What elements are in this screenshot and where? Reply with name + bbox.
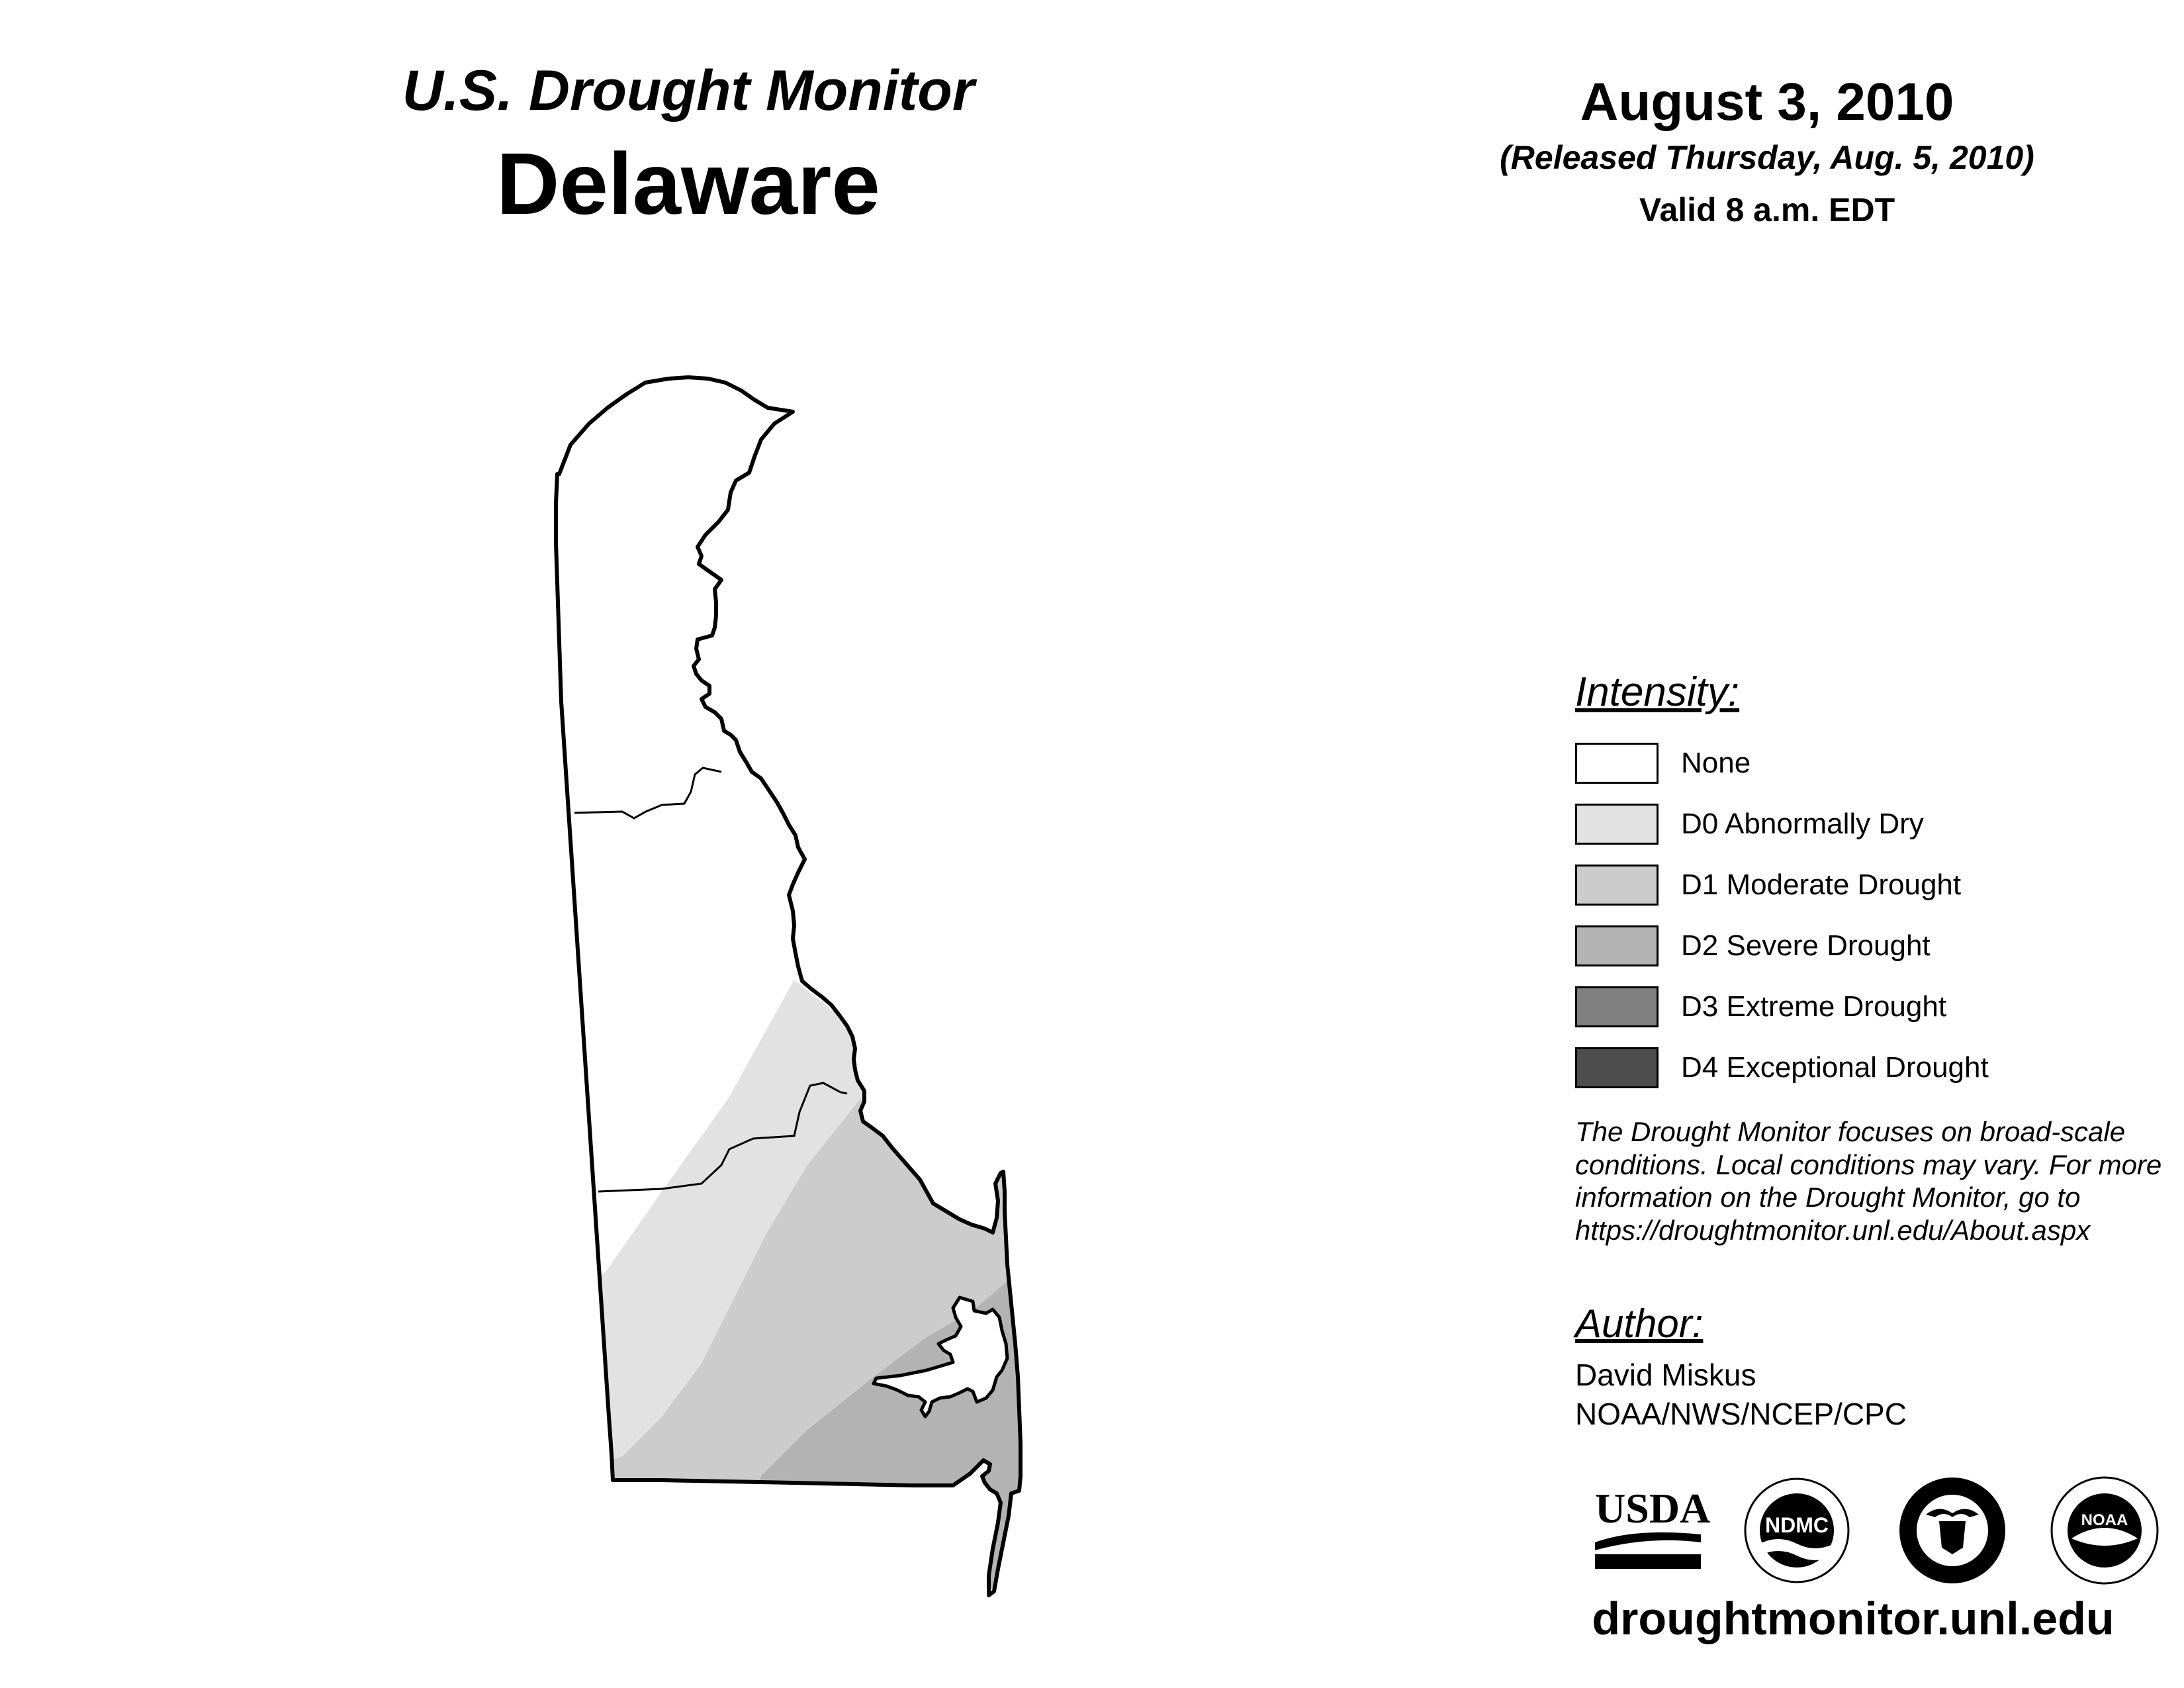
legend-swatch-d0 — [1575, 804, 1659, 845]
legend-label: D4 Exceptional Drought — [1681, 1051, 1989, 1084]
disclaimer-line: The Drought Monitor focuses on broad-scale — [1575, 1116, 2126, 1147]
author-block — [1575, 1301, 2171, 1434]
doc-seal — [1899, 1477, 2005, 1583]
legend-swatch-d4 — [1575, 1047, 1659, 1088]
author-name: David Miskus — [1575, 1358, 1756, 1392]
map-title: U.S. Drought Monitor — [402, 59, 975, 122]
disclaimer-url[interactable]: https://droughtmonitor.unl.edu/About.aspx — [1575, 1214, 2091, 1246]
usda-logo — [1595, 1485, 1710, 1569]
author-title: Author: — [1575, 1301, 1704, 1346]
legend-swatch-d3 — [1575, 986, 1659, 1027]
ndmc-wordmark: NDMC — [1765, 1513, 1829, 1537]
delaware-drought-map — [0, 0, 1059, 1622]
map-date: August 3, 2010 — [1580, 72, 1954, 131]
ndmc-logo — [1745, 1479, 1848, 1582]
legend-label: None — [1681, 747, 1751, 779]
disclaimer-line: information on the Drought Monitor, go to — [1575, 1182, 2081, 1213]
legend-item — [1575, 794, 2171, 855]
date-block — [1436, 71, 2098, 232]
noaa-logo — [2052, 1477, 2158, 1583]
noaa-wordmark: NOAA — [2081, 1511, 2128, 1529]
legend-label: D1 Moderate Drought — [1681, 868, 1962, 901]
release-note: (Released Thursday, Aug. 5, 2010) — [1500, 139, 2034, 176]
legend-title: Intensity: — [1575, 669, 1740, 715]
usda-swoosh — [1595, 1532, 1701, 1550]
legend-item — [1575, 976, 2171, 1037]
usda-bar — [1595, 1554, 1701, 1569]
legend-item — [1575, 915, 2171, 976]
legend-label: D0 Abnormally Dry — [1681, 808, 1924, 840]
map-layers — [397, 377, 1059, 1595]
disclaimer-line: conditions. Local conditions may vary. For more — [1575, 1149, 2162, 1180]
legend-item — [1575, 733, 2171, 794]
state-name: Delaware — [496, 135, 880, 233]
legend-swatch-d2 — [1575, 925, 1659, 966]
valid-time: Valid 8 a.m. EDT — [1639, 191, 1895, 228]
logo-strip — [1582, 1470, 2164, 1589]
usda-wordmark: USDA — [1595, 1485, 1711, 1532]
legend-item — [1575, 855, 2171, 915]
legend-swatch-d1 — [1575, 865, 1659, 906]
legend-item — [1575, 1037, 2171, 1098]
legend-label: D3 Extreme Drought — [1681, 990, 1947, 1023]
disclaimer — [1575, 1115, 2184, 1246]
legend — [1575, 669, 2171, 1098]
legend-label: D2 Severe Drought — [1681, 929, 1931, 962]
website-link[interactable]: droughtmonitor.unl.edu — [1592, 1593, 2115, 1644]
legend-swatch-none — [1575, 743, 1659, 784]
author-org: NOAA/NWS/NCEP/CPC — [1575, 1396, 1907, 1431]
